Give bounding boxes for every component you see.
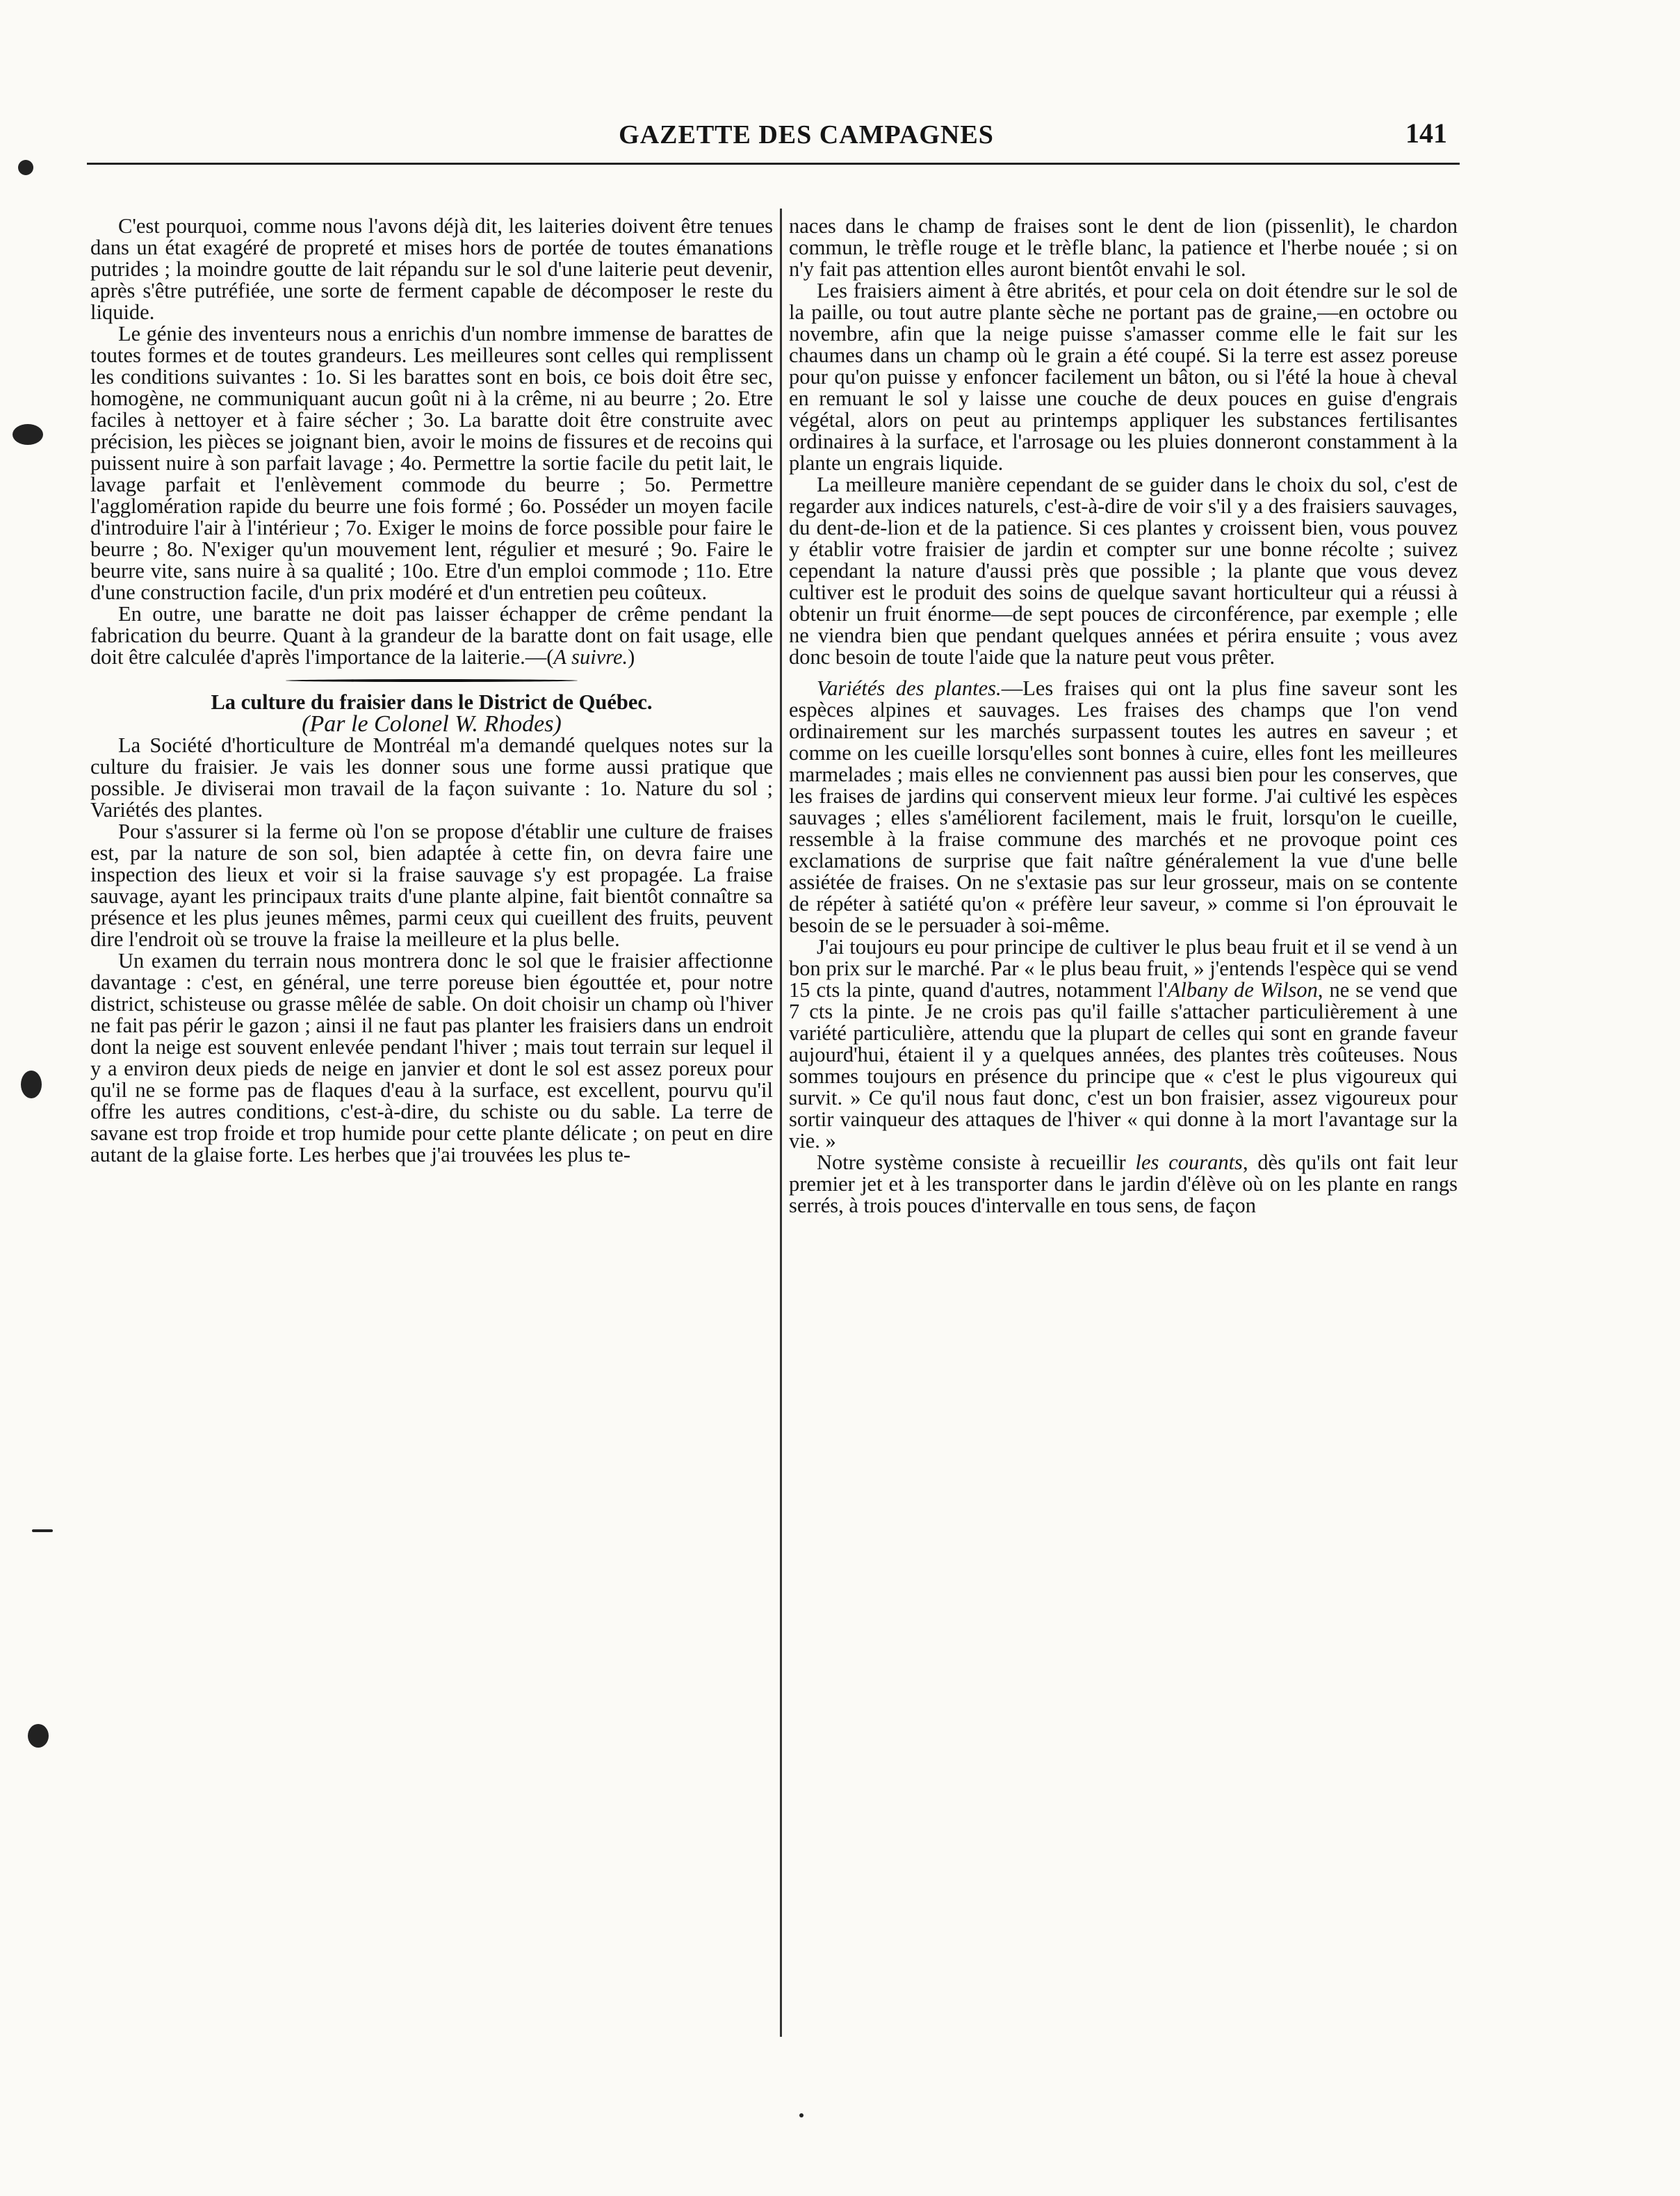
paragraph-abrites: Les fraisiers aiment à être abrités, et pour cela on doit étendre sur le sol de la paille, ou tout autre plante sèche ne portant pas de graine,—en octobre ou novembre, afin que la neige puisse s'amasser comme elle le fait sur les chaumes dans un champ où le grain a été coupé. Si la terre est assez poreuse pour qu'on puisse y enfoncer facilement un bâton, ou si l'été la houe à cheval en remuant le sol y laisse une couche de deux pouces en guise d'engrais végétal, alors on peut au printemps appliquer les substances fertilisantes ordinaires à la surface, et l'arrosage ou les pluies donneront constamment à la plante un engrais liquide.	[789, 279, 1458, 475]
paragraph-varietes-text: —Les fraises qui ont la plus fine saveur sont les espèces alpines et sauvages. Les fraises des champs que l'on vend ordinairement sur les marchés surpassent toutes les autres en saveur ; et comme on les cueille lorsqu'elles sont bonnes à cuire, elles font les meilleures marmelades ; mais elles ne conviennent pas aussi bien pour les conserves, que les fraises de jardins qui conservent mieux leur forme. J'ai cultivé les espèces sauvages ; elles s'améliorent facilement, mais le fruit, lorsqu'on le cueille, ressemble à la fraise commune des marchés et ne provoque point ces exclamations de surprise que fait naître généralement la vue d'une belle assiétée de fraises. On ne s'extasie pas sur leur grosseur, mais on se contente de répéter à satiété qu'on « préfère leur saveur, » comme si l'on éprouvait le besoin de se le persuader à soi-même.	[789, 676, 1458, 937]
ink-speck	[18, 160, 33, 175]
paragraph-pour-s-assurer: Pour s'assurer si la ferme où l'on se propose d'établir une culture de fraises est, par la nature de son sol, bien adaptée à cette fin, on devra faire une inspection des lieux et voir si la fraise sauvage s'y est propagée. La fraise sauvage, ayant les principaux traits d'une plante alpine, fait bientôt connaître sa présence et les plus jeunes mêmes, parmi ceux qui cueillent des fruits, peuvent dire l'endroit où se trouve la fraise la meilleure et la plus belle.	[90, 820, 773, 951]
column-rule	[780, 209, 782, 2037]
paragraph-naces: naces dans le champ de fraises sont le dent de lion (pissenlit), le chardon commun, le trèfle rouge et le trèfle blanc, la patience et l'herbe nouée ; si on n'y fait pas attention elles auront bientôt envahi le sol.	[789, 214, 1458, 281]
paragraph-varietes	[789, 678, 1458, 936]
paragraph-barattes: Le génie des inventeurs nous a enrichis d'un nombre immense de barattes de toutes formes et de toutes grandeurs. Les meilleures sont celles qui remplissent les conditions suivantes : 1o. Si les barattes sont en bois, ce bois doit être sec, homogène, ne communiquant aucun goût ni à la crême, ni au beurre ; 2o. Etre faciles à nettoyer et à faire sécher ; 3o. La baratte doit être construite avec précision, les pièces se joignant bien, avoir le moins de fissures et de recoins qui puissent nuire à son parfait lavage ; 4o. Permettre la sortie facile du petit lait, le lavage parfait et l'enlèvement commode du beurre ; 5o. Permettre l'agglomération rapide du beurre une fois formé ; 6o. Posséder un moyen facile d'introduire l'air à l'intérieur ; 7o. Exiger le moins de force possible pour faire le beurre ; 8o. N'exiger qu'un mouvement lent, régulier et mesuré ; 9o. Faire le beurre vite, sans nuire à sa qualité ; 10o. Etre d'un emploi commode ; 11o. Etre d'une construction facile, d'un prix modéré et d'un entretien peu coûteux.	[90, 322, 773, 604]
paragraph-meilleure-maniere: La meilleure manière cependant de se guider dans le choix du sol, c'est de regarder aux indices naturels, c'est-à-dire de voir s'il y a des fraisiers sauvages, du dent-de-lion et de la patience. Si ces plantes y croissent bien, vous pouvez y établir votre fraisier de jardin et compter sur une bonne récolte ; suivez cependant la nature d'aussi près que possible ; la plante que vous devez cultiver est le produit des soins de quelque savant horticulteur qui a réussi à obtenir un fruit énorme—de sept pouces de circonférence, par exemple ; elle ne viendra bien que pendant quelques années et périra ensuite ; vous avez donc besoin de toute l'aide que la nature peut vous prêter.	[789, 473, 1458, 669]
left-column	[90, 215, 773, 1166]
paragraph-examen-terrain: Un examen du terrain nous montrera donc le sol que le fraisier affectionne davantage : c'est, en général, une terre poreuse bien égouttée et, pour notre district, schisteuse ou grasse mêlée de sable. On doit choisir un champ où l'hiver ne fait pas périr le gazon ; ainsi il ne faut pas planter les fraisiers dans un endroit dont la neige est souvent enlevée pendant l'hiver ; mais tout terrain sur lequel il y a environ deux pieds de neige en janvier et dont le sol est assez poreux pour qu'il ne se forme pas de flaques d'eau à la surface, est excellent, pourvu qu'il offre les autres conditions, c'est-à-dire, du schiste ou du sable. La terre de savane est trop froide et trop humide pour cette plante délicate ; on peut en dire autant de la glaise forte. Les herbes que j'ai trouvées les plus te-	[90, 949, 773, 1166]
ink-speck	[21, 1071, 42, 1098]
section-head-varietes: Variétés des plantes.	[817, 676, 1002, 700]
article-divider	[286, 679, 578, 682]
paragraph-principe-b: , ne se vend que 7 cts la pinte. Je ne crois pas qu'il faille s'attacher particulièrement à une variété particulière, attendu que la plupart de celles qui sont en grande faveur aujourd'hui, étaient il y a quelques années, des plantes très coûteuses. Nous sommes toujours en présence du principe que « c'est le plus vigoureux qui survit. » Ce qu'il nous faut donc, c'est un bon fraisier, assez vigoureux pour sortir vainqueur des attaques de l'hiver « qui donne à la mort l'avantage sur la vie. »	[789, 978, 1458, 1153]
right-column	[789, 215, 1458, 1217]
running-title: GAZETTE DES CAMPAGNES	[619, 120, 994, 149]
albany-de-wilson: Albany de Wilson	[1167, 978, 1318, 1002]
ink-speck	[28, 1724, 49, 1748]
ink-speck	[13, 424, 43, 445]
paragraph-en-outre-text: En outre, une baratte ne doit pas laisser échapper de crême pendant la fabrication du beurre. Quant à la grandeur de la baratte dont on fait usage, elle doit être calculée d'après l'importance de la laiterie.—(	[90, 602, 773, 669]
paragraph-systeme	[789, 1152, 1458, 1217]
paragraph-systeme-b: , dès qu'ils ont fait leur premier jet et à les transporter dans le jardin d'élève où on les plante en rangs serrés, à trois pouces d'intervalle en tous sens, de façon	[789, 1150, 1458, 1217]
les-courants: les courants	[1135, 1150, 1243, 1174]
paragraph-en-outre	[90, 603, 773, 668]
paragraph-laiteries: C'est pourquoi, comme nous l'avons déjà dit, les laiteries doivent être tenues dans un état exagéré de propreté et mises hors de portée de toutes émanations putrides ; la moindre goutte de lait répandu sur le sol d'une laiterie peut devenir, après s'être putréfiée, une sorte de ferment capable de décomposer le reste du liquide.	[90, 214, 773, 324]
a-suivre: A suivre.	[553, 645, 628, 669]
paragraph-principe	[789, 936, 1458, 1152]
ink-speck	[799, 2113, 804, 2117]
paragraph-societe: La Société d'horticulture de Montréal m'a demandé quelques notes sur la culture du fraisier. Je vais les donner sous une forme aussi pratique que possible. Je diviserai mon travail de la façon suivante : 1o. Nature du sol ; Variétés des plantes.	[90, 733, 773, 822]
page-number: 141	[1405, 117, 1447, 149]
a-suivre-close: )	[628, 645, 635, 669]
header-rule	[87, 163, 1460, 165]
paragraph-systeme-a: Notre système consiste à recueillir	[817, 1150, 1136, 1174]
ink-speck	[32, 1529, 53, 1532]
article-title: La culture du fraisier dans le District de Québec.	[211, 690, 653, 714]
article-author: (Par le Colonel W. Rhodes)	[302, 711, 562, 737]
paragraph-principe-a: J'ai toujours eu pour principe de cultiver le plus beau fruit et il se vend à un bon prix sur le marché. Par « le plus beau fruit, » j'entends l'espèce qui se vend 15 cts la pinte, quand d'autres, notamment l'	[789, 935, 1458, 1002]
